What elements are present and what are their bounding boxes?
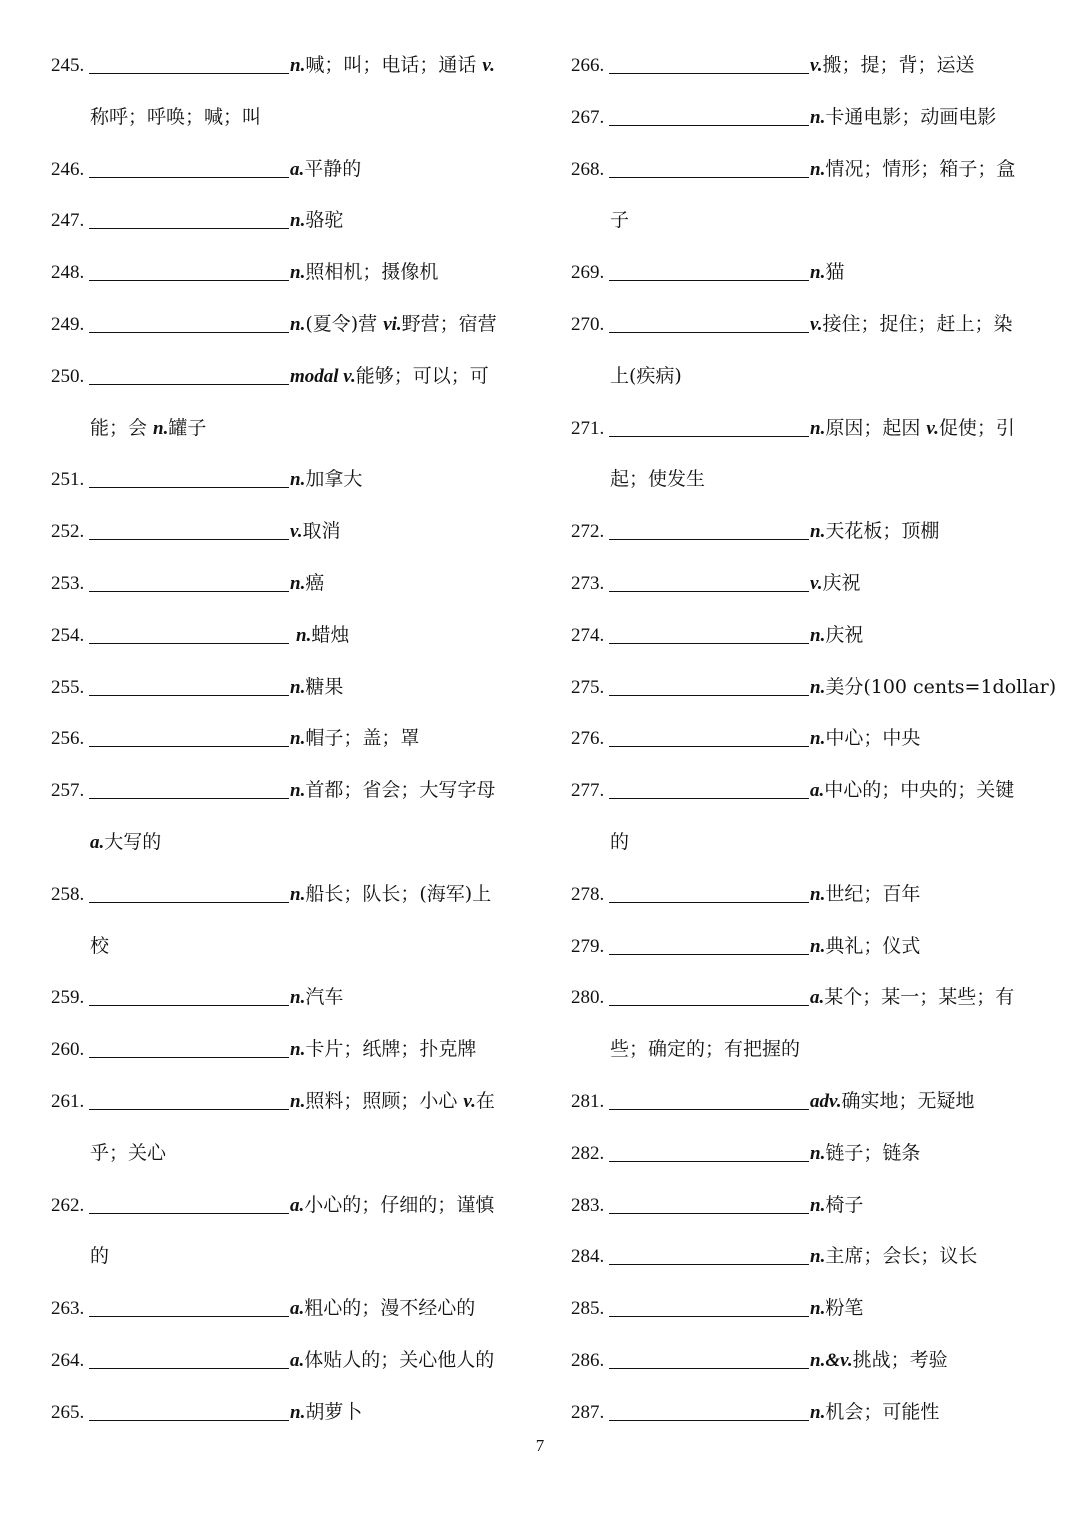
part-of-speech: a. — [290, 158, 305, 180]
vocab-entry — [51, 775, 495, 805]
answer-blank[interactable] — [89, 54, 289, 74]
vocab-entry — [51, 1397, 362, 1427]
answer-blank[interactable] — [89, 520, 289, 540]
definition-text: 帽子；盖；罩 — [305, 727, 420, 750]
part-of-speech: vi. — [383, 314, 402, 335]
part-of-speech: n. — [810, 521, 826, 543]
answer-blank[interactable] — [609, 676, 809, 696]
answer-blank[interactable] — [89, 676, 289, 696]
vocab-entry — [51, 309, 497, 339]
part-of-speech: n. — [810, 1401, 826, 1423]
answer-blank[interactable] — [609, 106, 809, 126]
answer-blank[interactable] — [89, 1194, 289, 1214]
part-of-speech: v. — [810, 314, 823, 335]
part-of-speech: n. — [290, 314, 306, 335]
definition-text: 中心；中央 — [825, 727, 921, 750]
answer-blank[interactable] — [609, 1194, 809, 1214]
entry-number: 254. — [51, 624, 85, 646]
definition-text: 链子；链条 — [825, 1141, 921, 1164]
part-of-speech: n. — [810, 624, 826, 646]
entry-number: 272. — [571, 521, 605, 543]
part-of-speech: n. — [290, 1039, 306, 1061]
answer-blank[interactable] — [609, 986, 809, 1006]
vocab-entry-continuation — [571, 464, 705, 494]
definition-text: 庆祝 — [825, 623, 864, 646]
entry-number: 268. — [571, 158, 605, 180]
vocab-entry — [571, 931, 920, 961]
part-of-speech: n. — [810, 417, 826, 439]
answer-blank[interactable] — [89, 1297, 289, 1317]
definition-text: 粗心的；漫不经心的 — [304, 1297, 476, 1320]
part-of-speech: n. — [290, 55, 306, 76]
vocab-entry — [571, 1086, 975, 1116]
vocab-entry-continuation — [571, 1034, 800, 1064]
vocab-entry — [571, 723, 920, 753]
definition-text: 照料；照顾；小心 — [305, 1090, 464, 1112]
entry-number: 265. — [51, 1401, 85, 1423]
entry-number: 252. — [51, 521, 85, 543]
part-of-speech: v. — [810, 55, 823, 76]
part-of-speech: n. — [290, 210, 306, 232]
part-of-speech: a. — [290, 1298, 305, 1320]
part-of-speech: n. — [290, 728, 306, 750]
definition-text: 粉笔 — [825, 1297, 864, 1320]
answer-blank[interactable] — [609, 1349, 809, 1369]
definition-text: 原因；起因 — [825, 416, 927, 439]
vocab-entry — [51, 464, 362, 494]
entry-number: 266. — [571, 55, 605, 76]
definition-text: 喊；叫；电话；通话 — [305, 54, 483, 76]
definition-text: 子 — [610, 209, 630, 232]
entry-number: 287. — [571, 1401, 605, 1423]
entry-number: 276. — [571, 728, 605, 750]
entry-number: 245. — [51, 55, 85, 76]
definition-text: 主席；会长；议长 — [825, 1245, 978, 1268]
vocab-entry — [51, 205, 343, 235]
vocab-entry — [571, 309, 1013, 339]
entry-number: 278. — [571, 883, 605, 905]
entry-number: 263. — [51, 1298, 85, 1320]
definition-text: 大写的 — [104, 831, 162, 853]
answer-blank[interactable] — [89, 365, 289, 385]
part-of-speech: a. — [290, 1194, 305, 1216]
answer-blank[interactable] — [609, 883, 809, 903]
definition-text: 野营；宿营 — [401, 313, 497, 335]
entry-number: 267. — [571, 106, 605, 128]
answer-blank[interactable] — [609, 158, 809, 178]
part-of-speech: n. — [290, 883, 306, 905]
vocab-entry — [571, 1190, 863, 1220]
entry-number: 257. — [51, 780, 85, 802]
vocab-entry — [571, 154, 1015, 184]
definition-text: 情况；情形；箱子；盒 — [825, 157, 1016, 180]
answer-blank[interactable] — [609, 935, 809, 955]
answer-blank[interactable] — [89, 1090, 289, 1110]
definition-text: 庆祝 — [822, 572, 861, 594]
vocab-entry-continuation — [571, 827, 629, 857]
part-of-speech: a. — [810, 987, 825, 1009]
answer-blank[interactable] — [609, 1297, 809, 1317]
vocab-entry-continuation — [51, 1241, 109, 1271]
definition-text: 称呼；呼唤；喊；叫 — [90, 105, 262, 128]
part-of-speech: n.&v. — [810, 1350, 853, 1371]
definition-text: 癌 — [305, 572, 325, 594]
part-of-speech: a. — [810, 780, 825, 802]
part-of-speech: v. — [463, 1091, 476, 1112]
definition-text: 典礼；仪式 — [825, 934, 921, 957]
definition-text: 小心的；仔细的；谨慎 — [304, 1193, 495, 1216]
part-of-speech: n. — [290, 780, 306, 802]
part-of-speech: n. — [810, 935, 826, 957]
vocab-entry — [51, 982, 343, 1012]
definition-text: 搬；提；背；运送 — [822, 54, 975, 76]
entry-number: 260. — [51, 1039, 85, 1061]
definition-text: 骆驼 — [305, 209, 344, 232]
part-of-speech: v. — [482, 55, 495, 76]
part-of-speech: v. — [810, 573, 823, 594]
entry-number: 251. — [51, 469, 85, 491]
part-of-speech: modal v. — [290, 365, 356, 387]
entry-number: 246. — [51, 158, 85, 180]
entry-number: 256. — [51, 728, 85, 750]
answer-blank[interactable] — [89, 209, 289, 229]
definition-text: 机会；可能性 — [825, 1400, 940, 1423]
entry-number: 248. — [51, 262, 85, 284]
vocab-entry — [51, 672, 343, 702]
answer-blank[interactable] — [89, 1038, 289, 1058]
answer-blank[interactable] — [89, 572, 289, 592]
vocab-entry — [51, 620, 349, 650]
definition-text: 上(疾病) — [610, 364, 682, 387]
definition-text: 美分(100 cents=1dollar) — [825, 675, 1057, 698]
answer-blank[interactable] — [89, 883, 289, 903]
entry-number: 277. — [571, 780, 605, 802]
part-of-speech: n. — [290, 262, 306, 284]
vocab-entry-continuation — [51, 931, 109, 961]
part-of-speech: v. — [926, 417, 939, 439]
definition-text: 确实地；无疑地 — [841, 1090, 975, 1112]
part-of-speech: adv. — [810, 1091, 842, 1112]
part-of-speech: n. — [810, 676, 826, 698]
part-of-speech: n. — [810, 728, 826, 750]
vocab-entry — [51, 1345, 494, 1375]
part-of-speech: n. — [290, 676, 306, 698]
answer-blank[interactable] — [609, 313, 809, 333]
vocab-entry — [571, 1293, 863, 1323]
part-of-speech: n. — [810, 1194, 826, 1216]
vocab-entry — [51, 1034, 476, 1064]
answer-blank[interactable] — [609, 727, 809, 747]
part-of-speech: n. — [810, 1246, 826, 1268]
vocab-entry-continuation — [51, 1138, 166, 1168]
vocab-entry-continuation — [571, 205, 629, 235]
entry-number: 250. — [51, 365, 85, 387]
vocab-entry — [51, 361, 489, 391]
answer-blank[interactable] — [609, 1090, 809, 1110]
entry-number: 247. — [51, 210, 85, 232]
definition-text: 平静的 — [304, 157, 362, 180]
part-of-speech: n. — [290, 1401, 306, 1423]
answer-blank[interactable] — [89, 158, 289, 178]
answer-blank[interactable] — [609, 54, 809, 74]
vocab-entry — [51, 1293, 475, 1323]
part-of-speech: n. — [810, 262, 826, 284]
entry-number: 286. — [571, 1350, 605, 1371]
definition-text: 些；确定的；有把握的 — [610, 1038, 801, 1061]
definition-text: 起；使发生 — [610, 468, 706, 491]
definition-text: 卡通电影；动画电影 — [825, 105, 997, 128]
definition-text: 取消 — [302, 520, 341, 543]
entry-number: 283. — [571, 1194, 605, 1216]
definition-text: 糖果 — [305, 675, 344, 698]
definition-text: 某个；某一；某些；有 — [824, 986, 1015, 1009]
entry-number: 269. — [571, 262, 605, 284]
vocab-entry — [571, 413, 1015, 443]
definition-text: 接住；捉住；赶上；染 — [822, 313, 1013, 335]
answer-blank[interactable] — [89, 986, 289, 1006]
definition-text: 促使；引 — [938, 416, 1015, 439]
vocab-entry — [571, 1241, 977, 1271]
entry-number: 282. — [571, 1142, 605, 1164]
part-of-speech: a. — [290, 1350, 305, 1371]
entry-number: 249. — [51, 314, 85, 335]
vocab-entry — [571, 620, 863, 650]
vocab-entry — [51, 723, 419, 753]
vocab-entry — [51, 568, 324, 598]
entry-number: 273. — [571, 573, 605, 594]
vocab-entry-continuation — [51, 827, 161, 857]
entry-number: 279. — [571, 935, 605, 957]
entry-number: 285. — [571, 1298, 605, 1320]
definition-text: 卡片；纸牌；扑克牌 — [305, 1038, 477, 1061]
part-of-speech: n. — [153, 417, 169, 439]
vocab-entry — [571, 257, 844, 287]
answer-blank[interactable] — [89, 1349, 289, 1369]
entry-number: 280. — [571, 987, 605, 1009]
answer-blank[interactable] — [89, 779, 289, 799]
answer-blank[interactable] — [89, 468, 289, 488]
part-of-speech: n. — [810, 1142, 826, 1164]
part-of-speech: n. — [290, 1091, 306, 1112]
vocab-entry — [571, 568, 861, 598]
vocab-entry — [51, 879, 491, 909]
vocab-entry — [51, 154, 361, 184]
part-of-speech: n. — [810, 1298, 826, 1320]
answer-blank[interactable] — [89, 261, 289, 281]
vocab-entry — [51, 50, 495, 80]
answer-blank[interactable] — [609, 1401, 809, 1421]
definition-text: 猫 — [825, 261, 845, 284]
definition-text: 的 — [90, 1245, 110, 1268]
entry-number: 284. — [571, 1246, 605, 1268]
entry-number: 262. — [51, 1194, 85, 1216]
vocab-entry — [571, 102, 996, 132]
definition-text: 世纪；百年 — [825, 882, 921, 905]
answer-blank[interactable] — [89, 1401, 289, 1421]
entry-number: 271. — [571, 417, 605, 439]
vocab-entry — [571, 982, 1014, 1012]
entry-number: 261. — [51, 1091, 85, 1112]
part-of-speech: n. — [810, 158, 826, 180]
vocab-entry — [571, 879, 920, 909]
vocab-entry — [571, 1345, 948, 1375]
entry-number: 264. — [51, 1350, 85, 1371]
answer-blank[interactable] — [89, 727, 289, 747]
answer-blank[interactable] — [89, 313, 289, 333]
answer-blank[interactable] — [609, 1142, 809, 1162]
part-of-speech: n. — [810, 106, 826, 128]
vocab-entry — [51, 1190, 494, 1220]
definition-text: 船长；队长；(海军)上 — [305, 882, 492, 905]
entry-number: 255. — [51, 676, 85, 698]
definition-text: (夏令)营 — [305, 313, 384, 335]
vocab-entry — [571, 775, 1014, 805]
answer-blank[interactable] — [609, 779, 809, 799]
answer-blank[interactable] — [609, 417, 809, 437]
vocab-entry — [571, 1397, 939, 1427]
part-of-speech: n. — [290, 987, 306, 1009]
vocab-entry — [571, 516, 939, 546]
definition-text: 能够；可以；可 — [355, 364, 489, 387]
vocab-entry — [571, 1138, 920, 1168]
definition-text: 加拿大 — [305, 468, 363, 491]
answer-blank[interactable] — [609, 520, 809, 540]
vocab-entry-continuation — [51, 102, 261, 132]
definition-text: 中心的；中央的；关键 — [824, 779, 1015, 802]
definition-text: 能；会 — [90, 416, 154, 439]
entry-number: 274. — [571, 624, 605, 646]
vocab-entry — [571, 50, 975, 80]
part-of-speech: n. — [290, 573, 306, 594]
answer-blank[interactable] — [609, 572, 809, 592]
definition-text: 天花板；顶棚 — [825, 520, 940, 543]
entry-number: 281. — [571, 1091, 605, 1112]
definition-text: 汽车 — [305, 986, 344, 1009]
vocab-entry — [51, 516, 341, 546]
definition-text: 首都；省会；大写字母 — [305, 779, 496, 802]
answer-blank[interactable] — [609, 261, 809, 281]
definition-text: 校 — [90, 934, 110, 957]
part-of-speech: a. — [90, 832, 105, 853]
definition-text: 胡萝卜 — [305, 1400, 363, 1423]
vocab-entry-continuation — [571, 361, 682, 391]
definition-text: 乎；关心 — [90, 1141, 167, 1164]
definition-text: 的 — [610, 831, 630, 853]
answer-blank[interactable] — [609, 1245, 809, 1265]
part-of-speech: n. — [810, 883, 826, 905]
definition-text: 蜡烛 — [311, 623, 350, 646]
part-of-speech: n. — [290, 469, 306, 491]
definition-text: 体贴人的；关心他人的 — [304, 1349, 495, 1371]
definition-text: 照相机；摄像机 — [305, 261, 439, 284]
entry-number: 259. — [51, 987, 85, 1009]
entry-number: 258. — [51, 883, 85, 905]
part-of-speech: n. — [296, 624, 312, 646]
vocab-entry — [51, 1086, 495, 1116]
part-of-speech: v. — [290, 521, 303, 543]
answer-blank[interactable] — [89, 624, 289, 644]
vocab-entry-continuation — [51, 413, 206, 443]
entry-number: 275. — [571, 676, 605, 698]
definition-text: 在 — [475, 1090, 495, 1112]
entry-number: 253. — [51, 573, 85, 594]
entry-number: 270. — [571, 314, 605, 335]
answer-blank[interactable] — [609, 624, 809, 644]
vocab-entry — [571, 672, 1056, 702]
definition-text: 椅子 — [825, 1193, 864, 1216]
definition-text: 罐子 — [168, 416, 207, 439]
definition-text: 挑战；考验 — [852, 1349, 948, 1371]
page-number: 7 — [535, 1436, 545, 1455]
vocab-entry — [51, 257, 438, 287]
